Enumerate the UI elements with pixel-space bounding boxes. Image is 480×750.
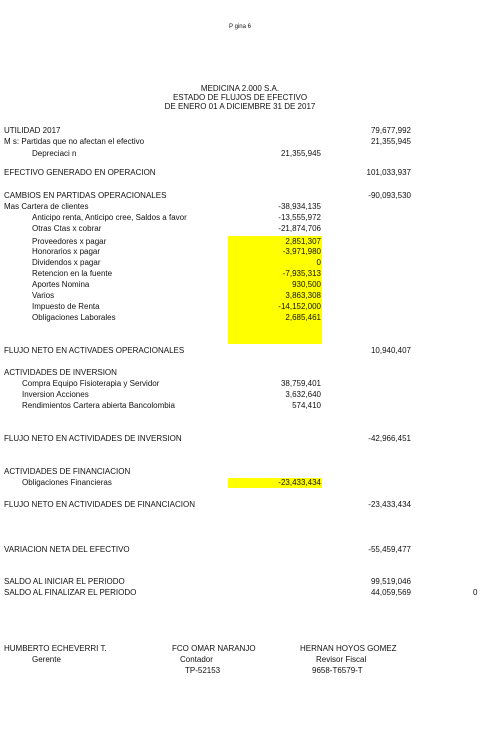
row-mas-partidas-total: 21,355,945 <box>370 137 411 146</box>
row-otras-ctas-label: Otras Ctas x cobrar <box>32 224 102 233</box>
row-variacion-total: -55,459,477 <box>368 545 411 554</box>
row-honorarios-label: Honorarios x pagar <box>32 247 101 256</box>
row-impuesto-label: Impuesto de Renta <box>32 302 100 311</box>
row-obligaciones-financieras-label: Obligaciones Financieras <box>22 478 112 487</box>
row-cartera-label: Mas Cartera de clientes <box>4 202 89 211</box>
row-saldo-final-total: 44,059,569 <box>370 588 411 597</box>
row-flujo-operacionales-total: 10,940,407 <box>370 346 411 355</box>
row-proveedores-label: Proveedores x pagar <box>32 237 107 246</box>
row-compra-equipo-value: 38,759,401 <box>280 379 321 388</box>
row-saldo-final-label: SALDO AL FINALIZAR EL PERIODO <box>4 588 137 597</box>
row-anticipo-value: -13,555,972 <box>278 213 321 222</box>
row-otras-ctas-value: -21,874,706 <box>278 224 321 233</box>
row-aportes-label: Aportes Nomina <box>32 280 90 289</box>
row-rendimientos-label: Rendimientos Cartera abierta Bancolombia <box>22 401 175 410</box>
row-obligaciones-laborales-label: Obligaciones Laborales <box>32 313 116 322</box>
section-inversion-heading: ACTIVIDADES DE INVERSION <box>4 368 117 377</box>
row-impuesto-value: -14,152,000 <box>278 302 321 311</box>
section-financiacion-heading: ACTIVIDADES DE FINANCIACION <box>4 467 131 476</box>
statement-period: DE ENERO 01 A DICIEMBRE 31 DE 2017 <box>164 102 316 111</box>
row-cambios-label: CAMBIOS EN PARTIDAS OPERACIONALES <box>4 191 167 200</box>
row-saldo-inicial-total: 99,519,046 <box>370 577 411 586</box>
signature-gerente-name: HUMBERTO ECHEVERRI T. <box>4 644 107 653</box>
row-inversion-acciones-label: Inversion Acciones <box>22 390 89 399</box>
row-dividendos-value: 0 <box>316 258 321 267</box>
row-retencion-value: -7,935,313 <box>282 269 321 278</box>
row-saldo-inicial-label: SALDO AL INICIAR EL PERIODO <box>4 577 125 586</box>
row-flujo-operacionales-label: FLUJO NETO EN ACTIVADES OPERACIONALES <box>4 346 185 355</box>
page-number: P gina 6 <box>229 24 251 30</box>
row-depreciacion-label: Depreciaci n <box>32 149 77 158</box>
row-flujo-inversion-total: -42,966,451 <box>368 434 411 443</box>
signature-gerente-role: Gerente <box>32 655 61 664</box>
row-rendimientos-value: 574,410 <box>292 401 321 410</box>
row-flujo-financiacion-total: -23,433,434 <box>368 500 411 509</box>
signature-contador-role: Contador <box>180 655 213 664</box>
row-obligaciones-laborales-value: 2,685,461 <box>285 313 321 322</box>
row-dividendos-label: Dividendos x pagar <box>32 258 101 267</box>
row-saldo-final-extra: 0 <box>473 588 478 597</box>
row-utilidad-total: 79,677,992 <box>370 126 411 135</box>
row-varios-value: 3,863,308 <box>285 291 321 300</box>
row-aportes-value: 930,500 <box>292 280 321 289</box>
statement-title: ESTADO DE FLUJOS DE EFECTIVO <box>172 93 308 102</box>
row-efectivo-generado-label: EFECTIVO GENERADO EN OPERACION <box>4 168 156 177</box>
row-proveedores-value: 2,851,307 <box>285 237 321 246</box>
row-mas-partidas-label: M s: Partidas que no afectan el efectivo <box>4 137 145 146</box>
row-variacion-label: VARIACION NETA DEL EFECTIVO <box>4 545 130 554</box>
signature-revisor-id: 9658-T6579-T <box>312 666 363 675</box>
signature-contador-name: FCO OMAR NARANJO <box>172 644 256 653</box>
row-flujo-inversion-label: FLUJO NETO EN ACTIVIDADES DE INVERSION <box>4 434 182 443</box>
row-varios-label: Varios <box>32 291 55 300</box>
row-honorarios-value: -3,971,980 <box>282 247 321 256</box>
row-obligaciones-financieras-value: -23,433,434 <box>278 478 321 487</box>
row-cartera-value: -38,934,135 <box>278 202 321 211</box>
row-efectivo-generado-total: 101,033,937 <box>366 168 411 177</box>
row-anticipo-label: Anticipo renta, Anticipo cree, Saldos a favor <box>32 213 187 222</box>
row-depreciacion-value: 21,355,945 <box>280 149 321 158</box>
row-retencion-label: Retencion en la fuente <box>32 269 113 278</box>
company-name: MEDICINA 2.000 S.A. <box>200 84 280 93</box>
signature-revisor-name: HERNAN HOYOS GOMEZ <box>300 644 397 653</box>
signature-revisor-role: Revisor Fiscal <box>316 655 367 664</box>
row-cambios-total: -90,093,530 <box>368 191 411 200</box>
row-compra-equipo-label: Compra Equipo Fisioterapia y Servidor <box>22 379 160 388</box>
signature-contador-id: TP-52153 <box>185 666 221 675</box>
row-inversion-acciones-value: 3,632,640 <box>285 390 321 399</box>
row-utilidad-label: UTILIDAD 2017 <box>4 126 61 135</box>
row-flujo-financiacion-label: FLUJO NETO EN ACTIVIDADES DE FINANCIACION <box>4 500 195 509</box>
